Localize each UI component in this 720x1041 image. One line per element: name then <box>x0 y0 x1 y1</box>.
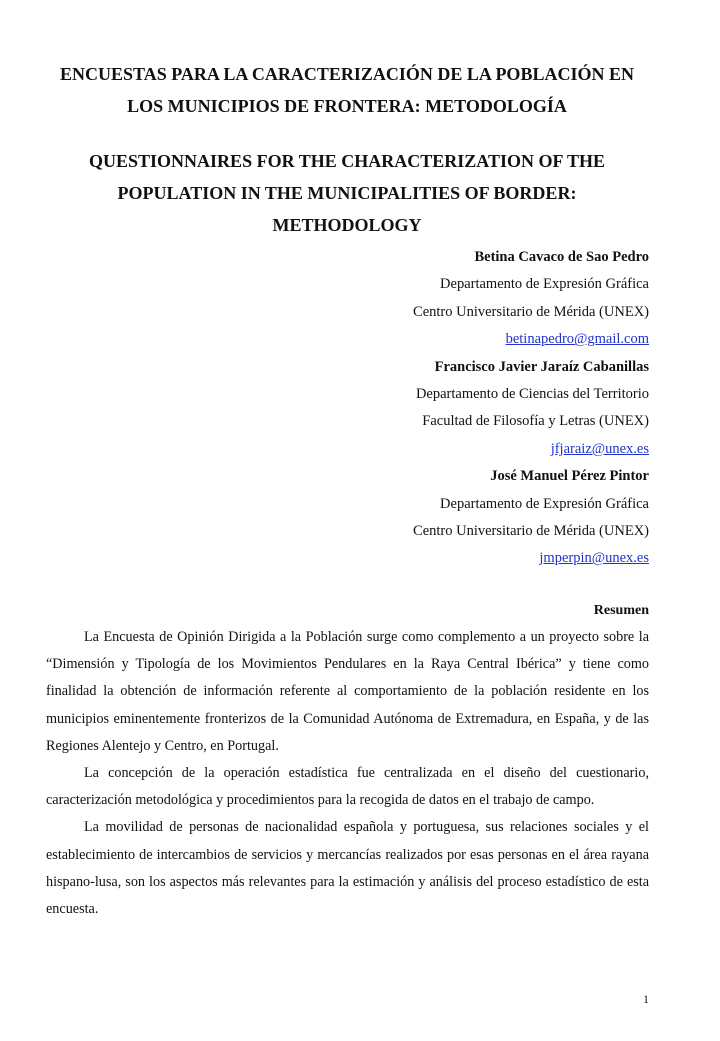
author-email-link[interactable]: jmperpin@unex.es <box>539 550 649 567</box>
author-name: José Manuel Pérez Pintor <box>490 468 649 485</box>
title-english-line: POPULATION IN THE MUNICIPALITIES OF BORDER: <box>117 183 577 203</box>
abstract-paragraph: La Encuesta de Opinión Dirigida a la Población surge como complemento a un proyecto sobre la “Dimensión y Tipología de los Movimientos Pendulares en la Raya Central Ibérica” y tiene como finalidad la obtención de información referente al comportamiento de la población residente en los municipios eminentemente fronterizos de la Comunidad Autónoma de Extremadura, en España, y de las Regiones Alentejo y Centro, en Portugal. <box>46 629 649 754</box>
title-english <box>0 145 694 241</box>
abstract-body <box>46 624 649 923</box>
author-institution: Centro Universitario de Mérida (UNEX) <box>413 522 649 539</box>
author-department: Departamento de Expresión Gráfica <box>440 495 649 512</box>
abstract-heading: Resumen <box>593 603 649 618</box>
author-name: Betina Cavaco de Sao Pedro <box>474 249 649 265</box>
author-institution: Facultad de Filosofía y Letras (UNEX) <box>422 413 649 430</box>
title-english-line: METHODOLOGY <box>272 215 422 235</box>
title-english-line: QUESTIONNAIRES FOR THE CHARACTERIZATION OF THE <box>89 151 605 171</box>
title-spanish-line: LOS MUNICIPIOS DE FRONTERA: METODOLOGÍA <box>127 96 567 116</box>
author-email-link[interactable]: jfjaraiz@unex.es <box>550 440 649 457</box>
author-email-link[interactable]: betinapedro@gmail.com <box>505 331 649 348</box>
title-spanish <box>0 58 694 122</box>
author-department: Departamento de Ciencias del Territorio <box>415 385 649 402</box>
author-institution: Centro Universitario de Mérida (UNEX) <box>413 303 649 320</box>
abstract-paragraph: La movilidad de personas de nacionalidad española y portuguesa, sus relaciones sociales y el establecimiento de intercambios de servicios y mercancías realizados por esas personas en el área rayana hispano-lusa, son los aspectos más relevantes para la estimación y análisis del proceso estadístico de esta encuesta. <box>46 819 649 918</box>
abstract-paragraph: La concepción de la operación estadística fue centralizada en el diseño del cuestionario, caracterización metodológica y procedimientos para la recogida de datos en el trabajo de campo. <box>46 765 649 809</box>
page-number: 1 <box>643 992 649 1006</box>
title-spanish-line: ENCUESTAS PARA LA CARACTERIZACIÓN DE LA POBLACIÓN EN <box>60 64 634 84</box>
author-block <box>413 244 649 573</box>
author-name: Francisco Javier Jaraíz Cabanillas <box>434 358 649 375</box>
author-department: Departamento de Expresión Gráfica <box>440 276 649 293</box>
